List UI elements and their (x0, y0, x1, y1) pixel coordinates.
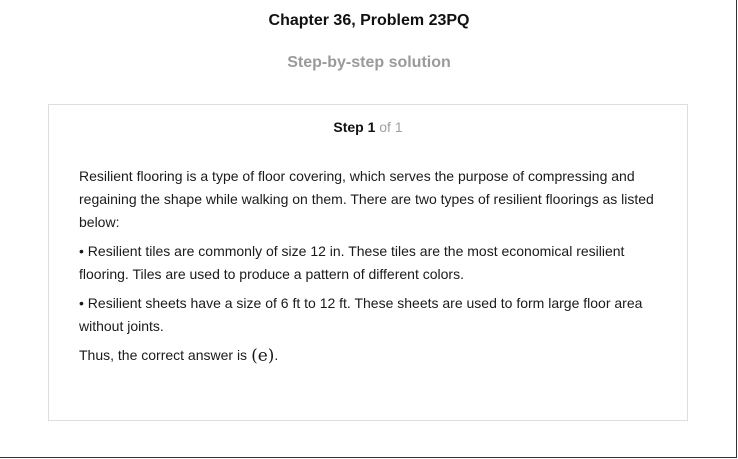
answer-line (79, 344, 657, 368)
sheets-bullet: • Resilient sheets have a size of 6 ft to 12 ft. These sheets are used to form large floor area without joints. (79, 295, 643, 334)
answer-prefix: Thus, the correct answer is (79, 347, 248, 363)
step-label: Step 1 (333, 119, 376, 135)
solution-step-card (48, 104, 688, 421)
tiles-bullet: • Resilient tiles are commonly of size 12 in. These tiles are the most economical resilient flooring. Tiles are used to produce a pattern of different colors. (79, 243, 625, 282)
page-title: Chapter 36, Problem 23PQ (268, 12, 470, 29)
answer-suffix: . (274, 347, 279, 363)
step-count: of 1 (379, 119, 403, 135)
solution-subtitle: Step-by-step solution (287, 54, 451, 71)
intro-paragraph: Resilient flooring is a type of floor covering, which serves the purpose of compressing and regaining the shape while walking on them. There are two types of resilient floorings as listed below: (79, 168, 654, 230)
answer-value: (e) (251, 346, 275, 366)
step-content (79, 165, 657, 374)
step-header (49, 119, 687, 135)
